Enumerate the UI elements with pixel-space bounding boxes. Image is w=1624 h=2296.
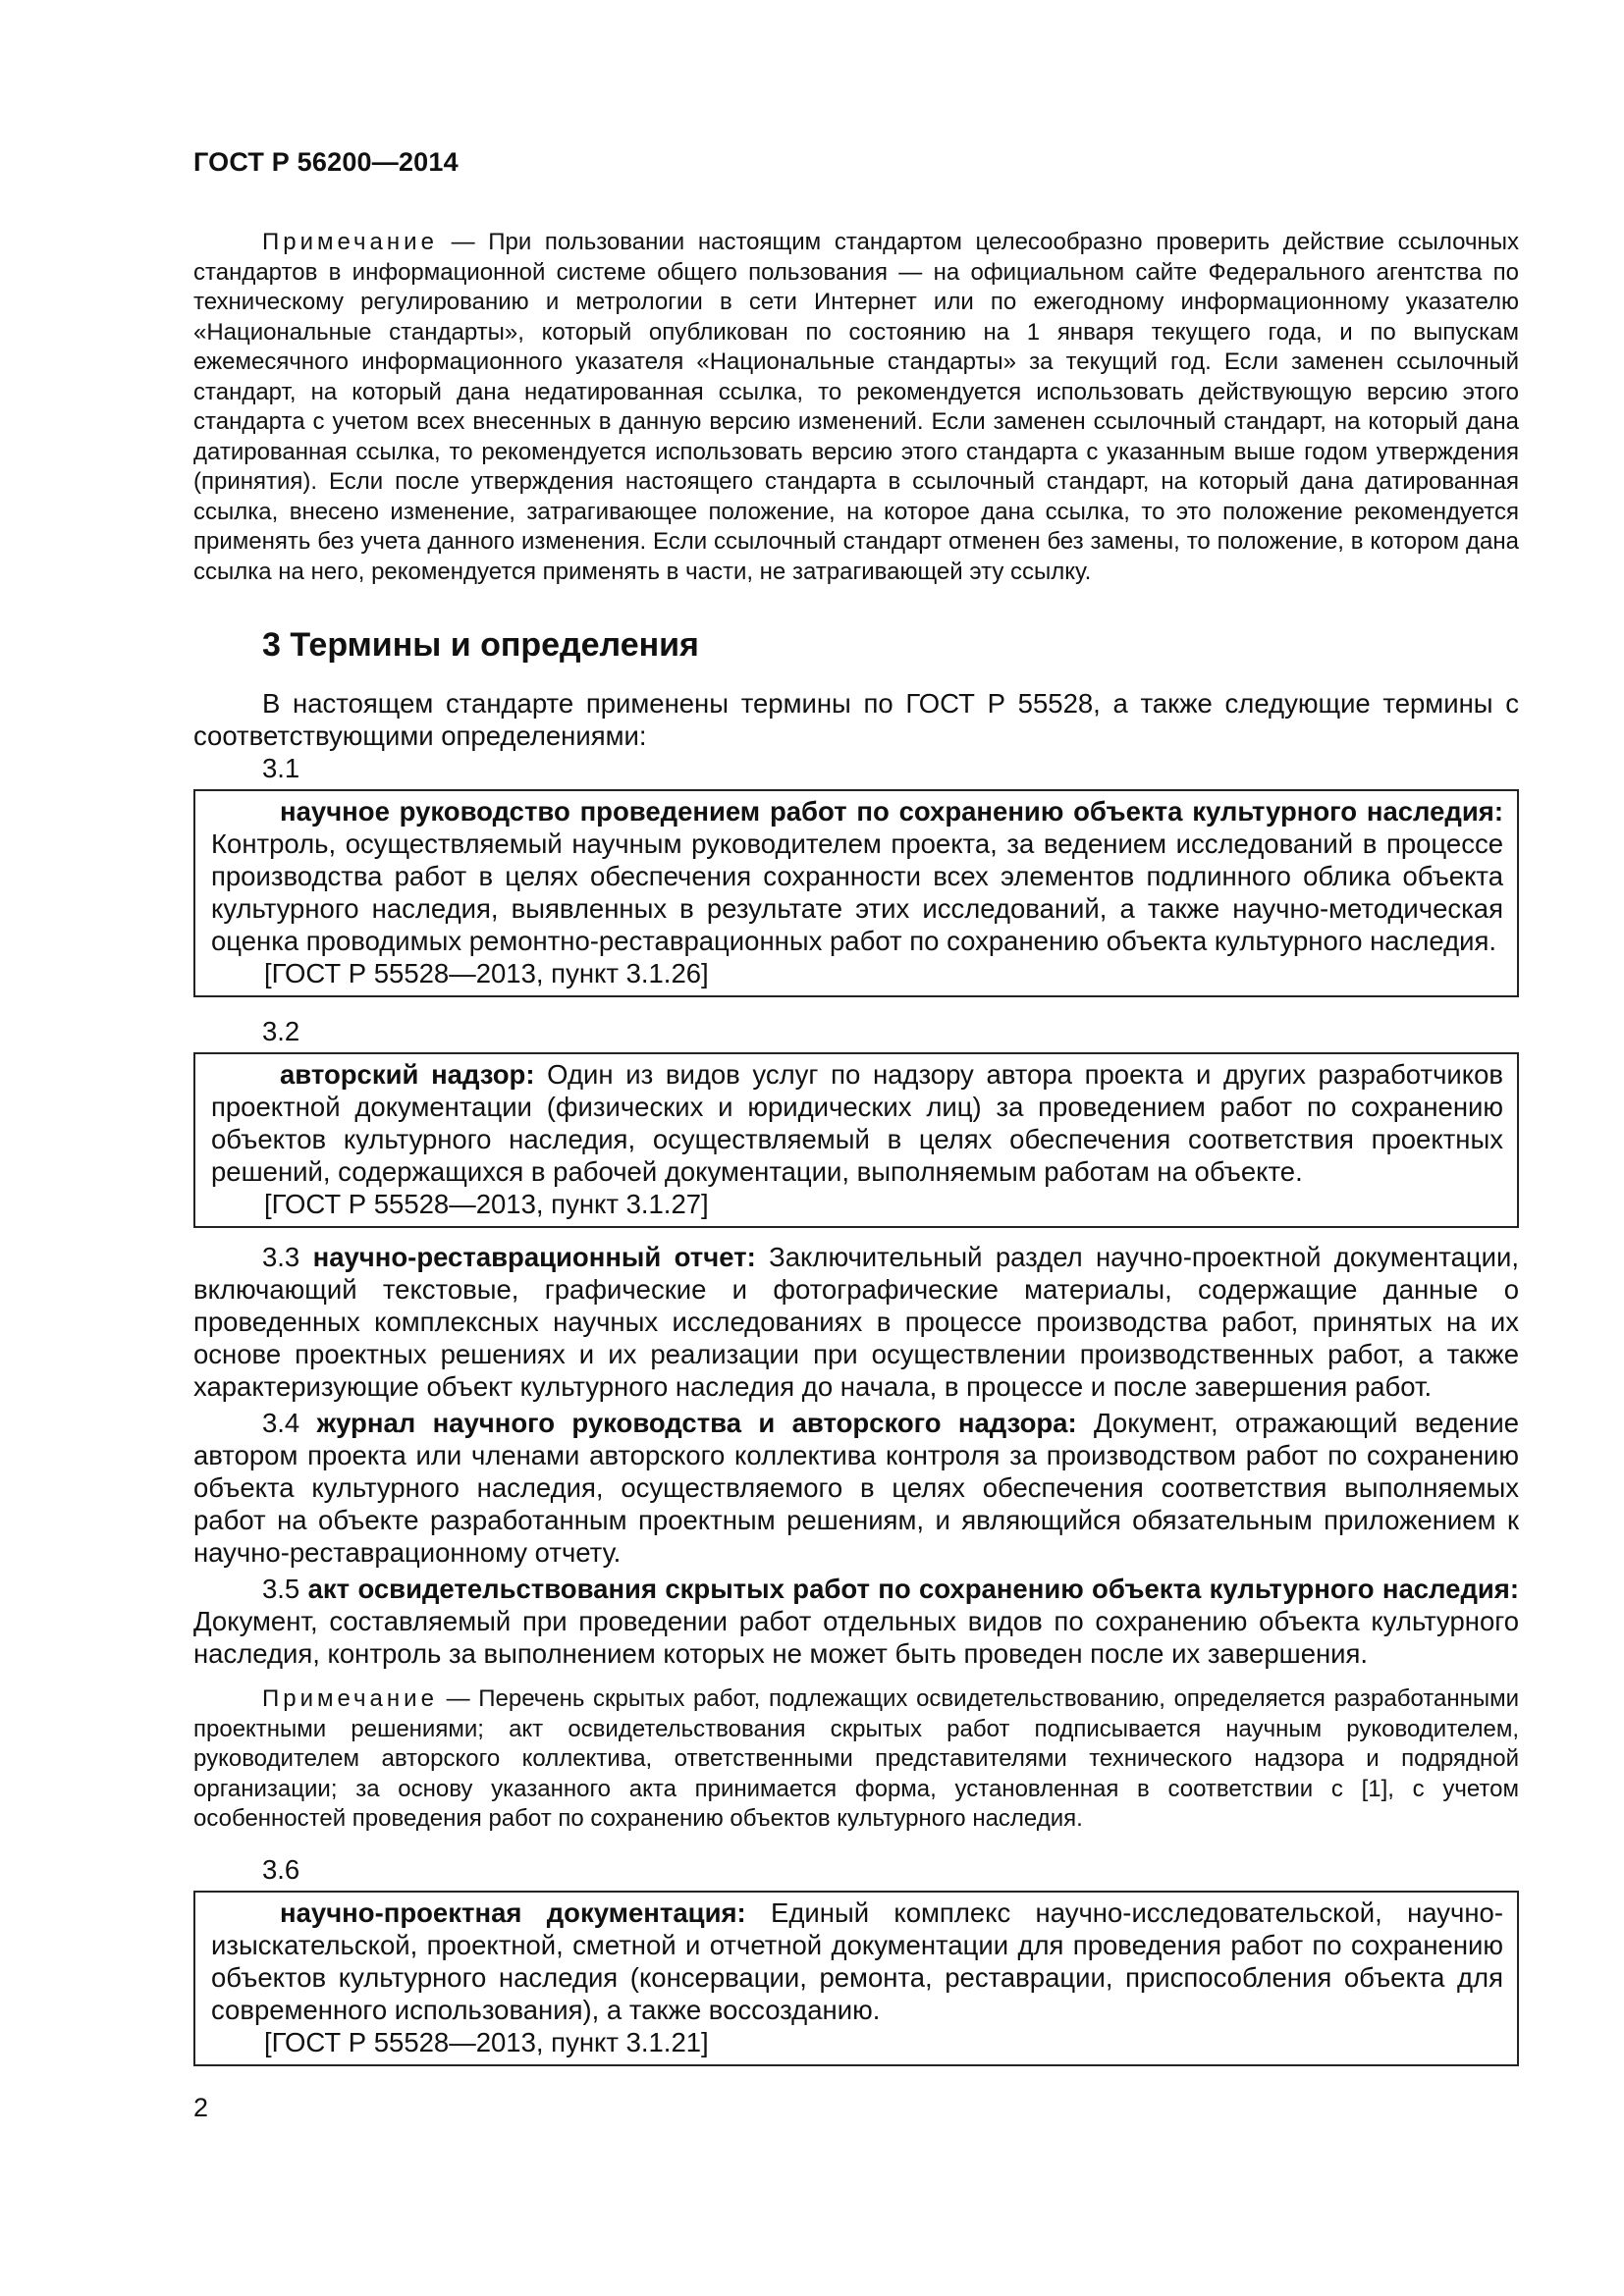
term-number-3-6-wrap <box>193 1853 1519 1886</box>
note-label: Примечание <box>262 229 438 255</box>
page-number: 2 <box>193 2093 209 2122</box>
term-number-3-2: 3.2 <box>262 1016 300 1046</box>
document-header: ГОСТ Р 56200—2014 <box>193 147 459 177</box>
term-source: [ГОСТ Р 55528—2013, пункт 3.1.26] <box>264 958 709 988</box>
term-definition: Один из видов услуг по надзору автора проекта и других разработчиков проектной документации (физических и юридических лиц) за проведением работ по сохранению объектов культурного наследия, осуществляемый в целях обеспечения соответствия проектных решений, содержащихся в рабочей документации, выполняемым работам на объекте. <box>211 1059 1503 1187</box>
term-source: [ГОСТ Р 55528—2013, пункт 3.1.27] <box>264 1189 709 1219</box>
note-label: Примечание <box>262 1685 438 1712</box>
term-box-3-2 <box>193 1052 1519 1228</box>
term-definition: Контроль, осуществляемый научным руководителем проекта, за ведением исследований в процессе производства работ в целях обеспечения сохранности всех элементов подлинного облика объекта культурного наследия, выявленных в результате этих исследований, а также научно-методическая оценка проводимых ремонтно-реставрационных работ по сохранению объекта культурного наследия. <box>211 828 1503 956</box>
terms-3-3-to-3-5 <box>193 1241 1519 1670</box>
term-definition: Единый комплекс научно-исследовательской, научно-изыскательской, проектной, сметной и отчетной документации для проведения работ по сохранению объектов культурного наследия (консервации, ремонта, реставрации, приспособления объекта для современного использования), а также воссозданию. <box>211 1897 1503 2025</box>
term-number-3-1: 3.1 <box>262 753 300 783</box>
note-references <box>193 228 1519 587</box>
section-terms <box>193 626 1519 665</box>
term-3-5: 3.5 акт освидетельствования скрытых работ по сохранению объекта культурного наследия: Документ, составляемый при проведении работ отдельных видов по сохранению объекта культурного наследия, контроль за выполнением которых не может быть проведен после их завершения. <box>193 1574 1520 1669</box>
term-3-3: 3.3 научно-реставрационный отчет: Заключительный раздел научно-проектной документации, включающий текстовые, графические и фотографические материалы, содержащие данные о проведенных комплексных научных исследованиях в процессе производства работ, принятых на их основе проектных решениях и их реализации при осуществлении производственных работ, а также характеризующие объект культурного наследия до начала, в процессе и после завершения работ. <box>193 1242 1519 1402</box>
term-number-3-6: 3.6 <box>262 1854 300 1885</box>
term-3-4: 3.4 журнал научного руководства и авторского надзора: Документ, отражающий ведение автором проекта или членами авторского коллектива контроля за производством работ по сохранению объекта культурного наследия, осуществляемого в целях обеспечения соответствия выполняемых работ на объекте разработанным проектным решениям, и являющийся обязательным приложением к научно-реставрационному отчету. <box>193 1408 1520 1568</box>
term-box-3-6 <box>193 1891 1519 2066</box>
term-title: авторский надзор: <box>280 1059 535 1090</box>
section-title: 3 Термины и определения <box>262 626 699 664</box>
intro-paragraph: В настоящем стандарте применены термины по ГОСТ Р 55528, а также следующие термины с соответствующими определениями: <box>193 688 1519 751</box>
term-title: научно-проектная документация: <box>280 1897 746 1928</box>
term-source: [ГОСТ Р 55528—2013, пункт 3.1.21] <box>264 2027 709 2057</box>
term-box-3-1 <box>193 789 1519 997</box>
term-title: научное руководство проведением работ по сохранению объекта культурного наследия: <box>280 796 1503 827</box>
note-hidden-works <box>193 1684 1519 1835</box>
note-text: — Перечень скрытых работ, подлежащих освидетельствованию, определяется разработанными проектными решениями; акт освидетельствования скрытых работ подписывается научным руководителем, руководителем авторского коллектива, ответственными представителями технического надзора и подрядной организации; за основу указанного акта принимается форма, установленная в соответствии с [1], с учетом особенностей проведения работ по сохранению объектов культурного наследия. <box>193 1685 1519 1832</box>
note-text: — При пользовании настоящим стандартом целесообразно проверить действие ссылочных стандартов в информационной системе общего пользования — на официальном сайте Федерального агентства по техническому регулированию и метрологии в сети Интернет или по ежегодному информационному указателю «Национальные стандарты», который опубликован по состоянию на 1 января текущего года, и по выпускам ежемесячного информационного указателя «Национальные стандарты» за текущий год. Если заменен ссылочный стандарт, на который дана недатированная ссылка, то рекомендуется использовать действующую версию этого стандарта с учетом всех внесенных в данную версию изменений. Если заменен ссылочный стандарт, на который дана датированная ссылка, то рекомендуется использовать версию этого стандарта с указанным выше годом утверждения (принятия). Если после утверждения настоящего стандарта в ссылочный стандарт, на который дана датированная ссылка, внесено изменение, затрагивающее положение, на которое дана ссылка, то это положение рекомендуется применять без учета данного изменения. Если ссылочный стандарт отменен без замены, то положение, в котором дана ссылка на него, рекомендуется применять в части, не затрагивающей эту ссылку. <box>193 229 1519 585</box>
term-number-3-2-wrap <box>193 1015 1519 1047</box>
section-intro <box>193 687 1519 784</box>
